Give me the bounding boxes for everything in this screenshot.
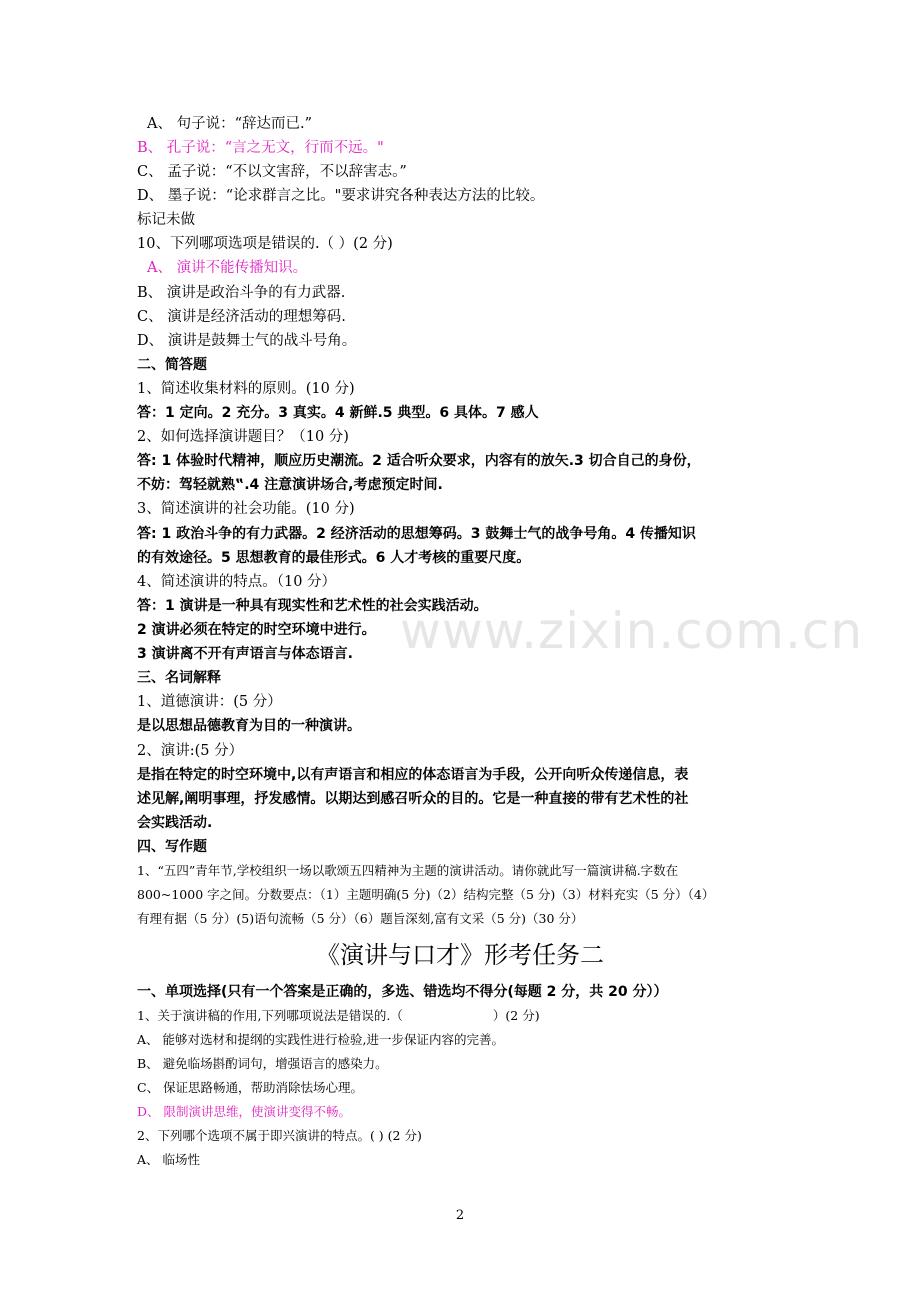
option-a: A、 句子说：“辞达而已.” xyxy=(147,116,313,132)
option-b-correct: B、 孔子说：“言之无文，行而不远。" xyxy=(137,140,384,156)
watermark: www.zixin.com.cn xyxy=(400,602,864,660)
question: 2、演讲:(5 分） xyxy=(137,743,244,759)
option-a: A、 临场性 xyxy=(137,1152,201,1167)
answer: 不妨：驾轻就熟‟.4 注意演讲场合,考虑预定时间. xyxy=(137,477,443,493)
section-heading: 二、简答题 xyxy=(137,357,207,373)
option-a: A、 能够对选材和提纲的实践性进行检验,进一步保证内容的完善。 xyxy=(137,1032,504,1047)
question-10: 10、下列哪项选项是错误的.（ ）(2 分) xyxy=(137,236,393,252)
section-heading: 三、名词解释 xyxy=(137,670,221,686)
answer: 是以思想品德教育为目的一种演讲。 xyxy=(137,718,361,734)
question: 4、简述演讲的特点。（10 分） xyxy=(137,574,337,590)
answer: 3 演讲离不开有声语言与体态语言. xyxy=(137,646,353,662)
answer: 述见解,阐明事理，抒发感情。以期达到感召听众的目的。它是一种直接的带有艺术性的社 xyxy=(137,791,689,807)
page-number: 2 xyxy=(455,1208,465,1223)
option-a-correct: A、 演讲不能传播知识。 xyxy=(147,260,308,276)
writing-task: 1、“五四”青年节,学校组织一场以歌颂五四精神为主题的演讲活动。请你就此写一篇演讲稿.字数在 xyxy=(137,863,679,878)
section-heading: 四、写作题 xyxy=(137,839,207,855)
question: 1、道德演讲：(5 分） xyxy=(137,694,282,710)
option-c: C、 孟子说：“不以文害辞，不以辞害志。” xyxy=(137,164,407,180)
option-d: D、 演讲是鼓舞士气的战斗号角。 xyxy=(137,333,357,349)
page-title: 《演讲与口才》形考任务二 xyxy=(316,941,604,969)
writing-task: 有理有据（5 分）(5)语句流畅（5 分）（6）题旨深刻,富有文采（5 分)（30 分） xyxy=(137,911,584,926)
question-1 xyxy=(137,1006,540,1026)
option-c: C、 演讲是经济活动的理想筹码. xyxy=(137,309,346,325)
question: 2、如何选择演讲题目？（10 分) xyxy=(137,429,349,445)
answer: 会实践活动. xyxy=(137,815,213,831)
option-d: D、 墨子说：“论求群言之比。"要求讲究各种表达方法的比较。 xyxy=(137,188,545,204)
mark-status: 标记未做 xyxy=(137,212,195,228)
question: 1、简述收集材料的原则。(10 分) xyxy=(137,381,355,397)
answer: 是指在特定的时空环境中,以有声语言和相应的体态语言为手段，公开向听众传递信息，表 xyxy=(137,767,689,783)
answer: 2 演讲必须在特定的时空环境中进行。 xyxy=(137,622,376,638)
option-b: B、 演讲是政治斗争的有力武器. xyxy=(137,285,346,301)
question-2: 2、下列哪个选项不属于即兴演讲的特点。( ) (2 分) xyxy=(137,1128,422,1143)
option-d-correct: D、 限制演讲思维，使演讲变得不畅。 xyxy=(137,1104,351,1119)
writing-task: 800~1000 字之间。分数要点：（1）主题明确(5 分)（2）结构完整（5 分)（3）材料充实（5 分）（4） xyxy=(137,887,715,902)
section-heading: 一、单项选择(只有一个答案是正确的，多选、错选均不得分(每题 2 分，共 20 分）） xyxy=(137,984,668,1000)
question: 3、简述演讲的社会功能。(10 分) xyxy=(137,501,355,517)
answer: 的有效途径。5 思想教育的最佳形式。6 人才考核的重要尺度。 xyxy=(137,550,531,566)
question-score: ）(2 分) xyxy=(492,1008,540,1023)
answer: 答: 1 体验时代精神，顺应历史潮流。2 适合听众要求，内容有的放矢.3 切合自己的身份， xyxy=(137,453,701,469)
answer: 答：1 定向。2 充分。3 真实。4 新鲜.5 典型。6 具体。7 感人 xyxy=(137,405,539,421)
option-b: B、 避免临场斟酌词句，增强语言的感染力。 xyxy=(137,1056,388,1071)
question-text: 1、关于演讲稿的作用,下列哪项说法是错误的.（ xyxy=(137,1008,403,1023)
option-c: C、 保证思路畅通，帮助消除怯场心理。 xyxy=(137,1080,364,1095)
answer: 答: 1 政治斗争的有力武器。2 经济活动的思想筹码。3 鼓舞士气的战争号角。4 传播知识 xyxy=(137,526,696,542)
answer: 答：1 演讲是一种具有现实性和艺术性的社会实践活动。 xyxy=(137,598,488,614)
